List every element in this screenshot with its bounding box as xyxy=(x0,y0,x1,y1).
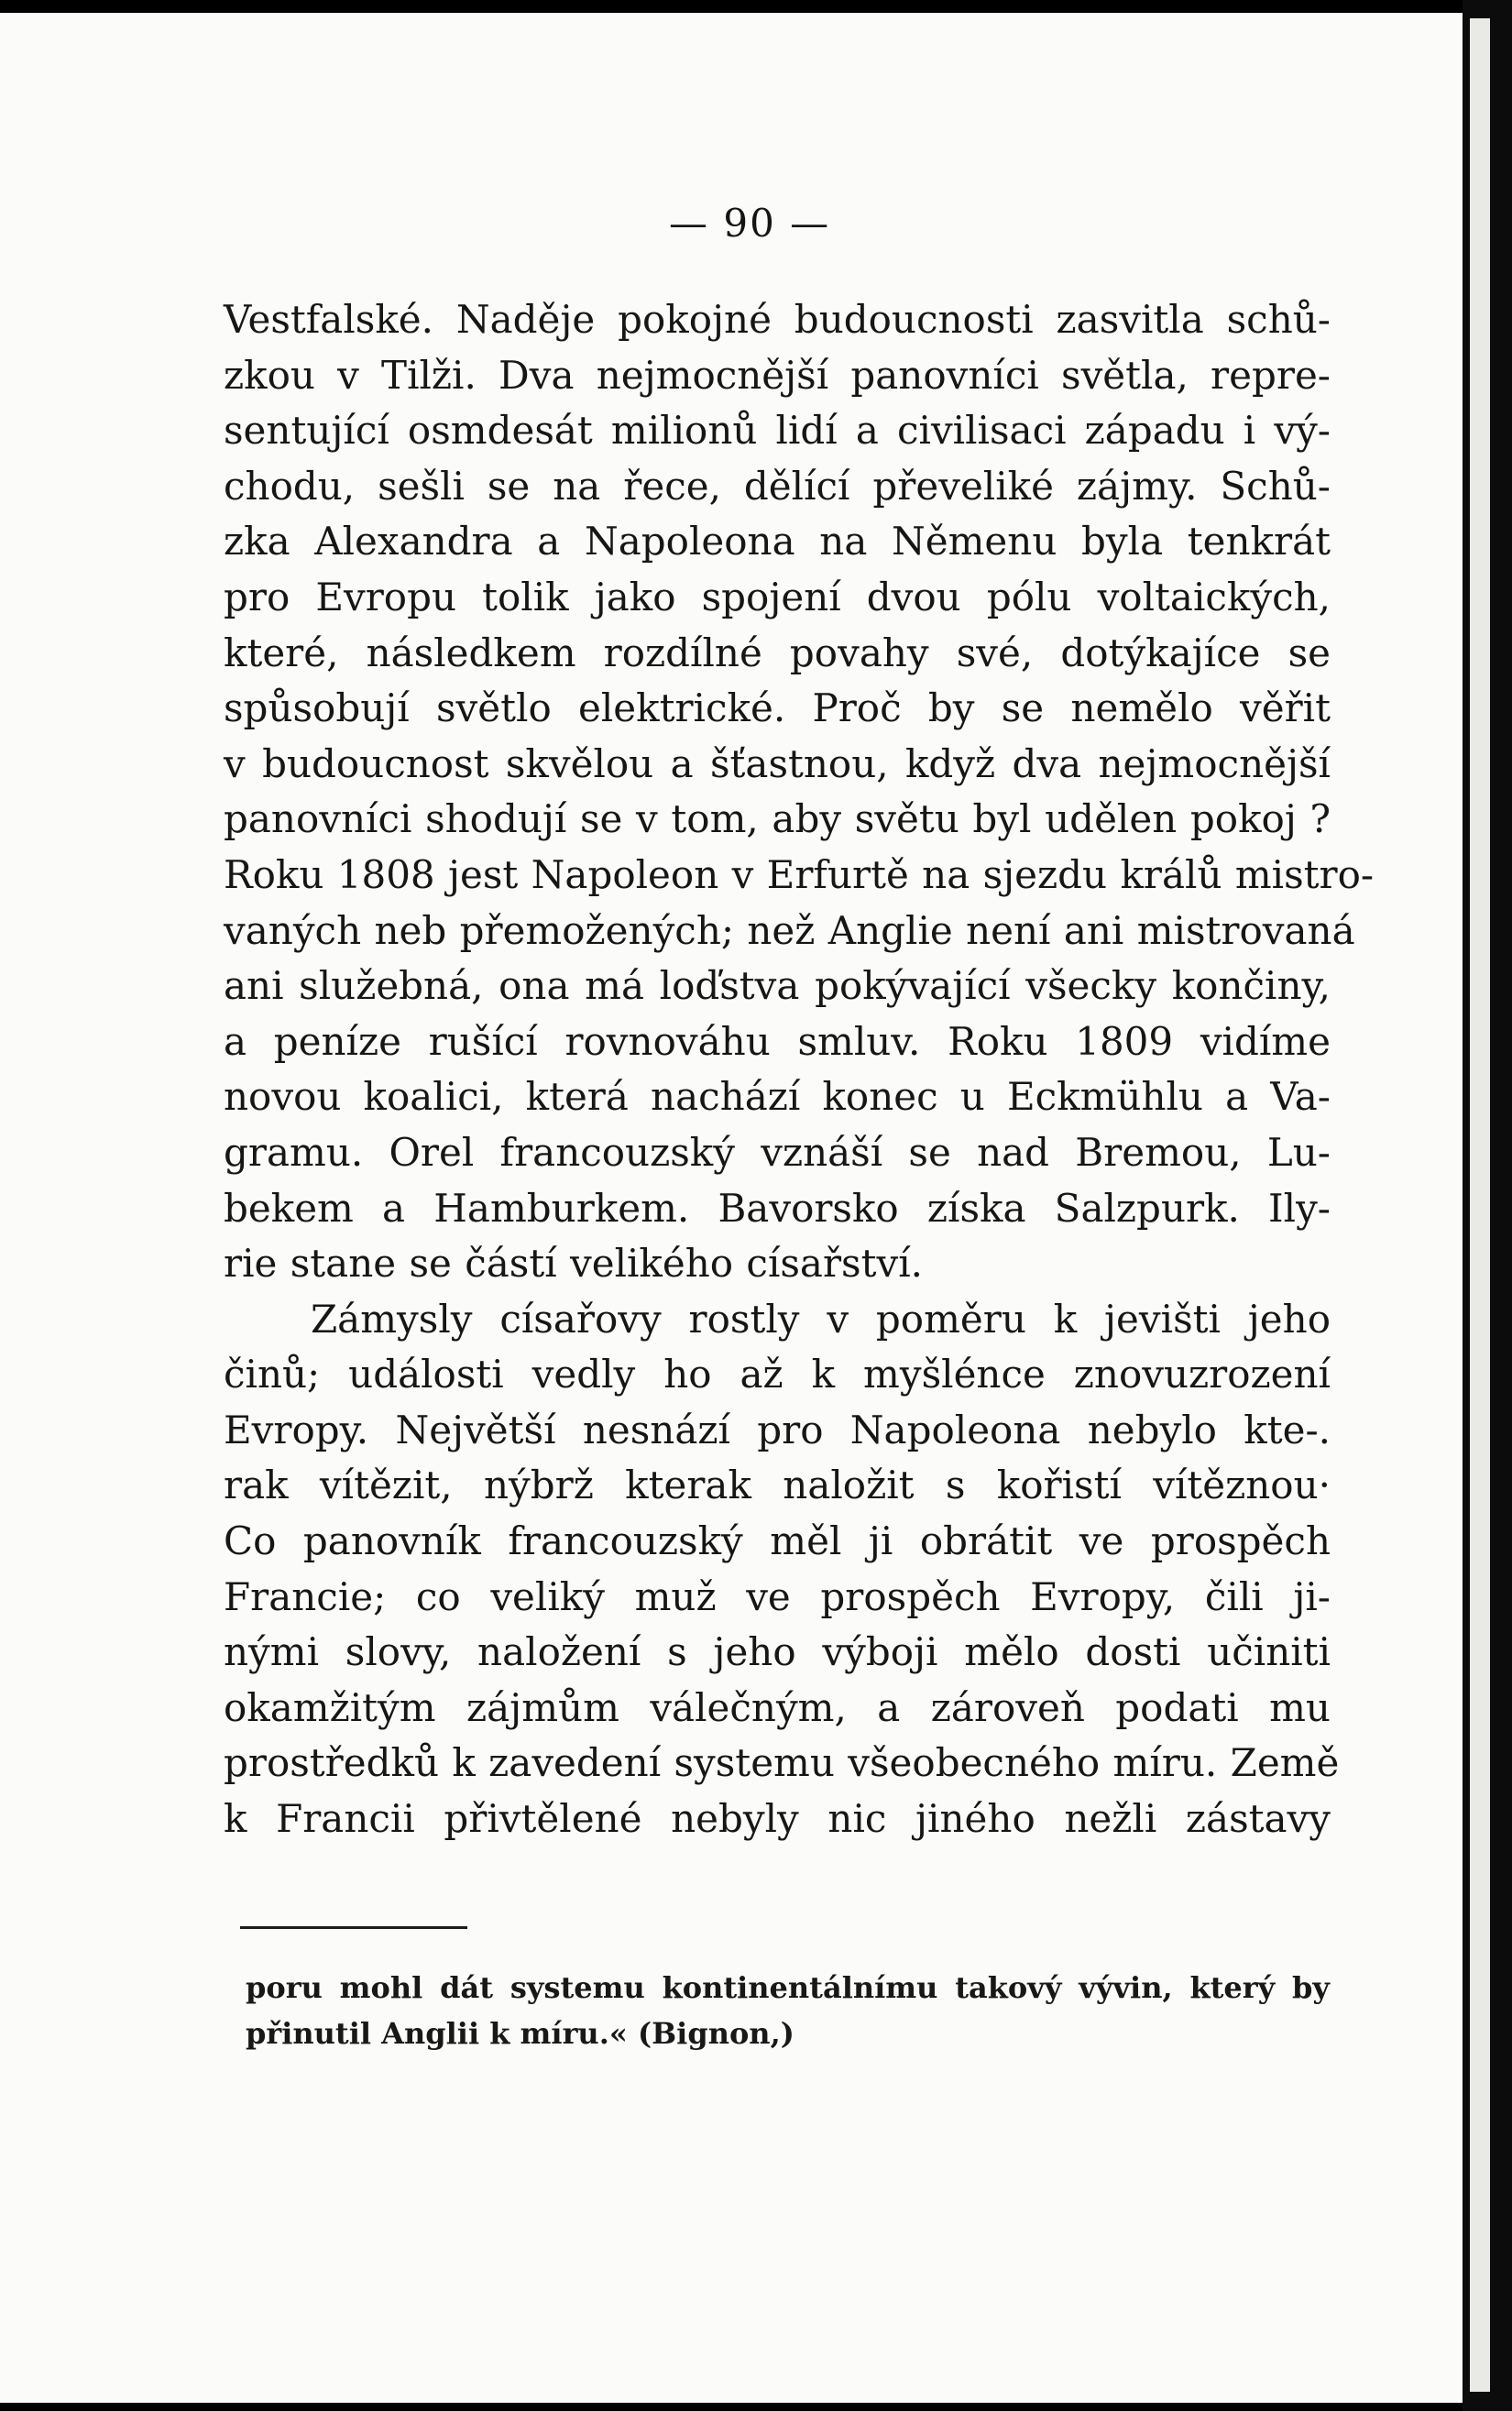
text-line: gramu. Orel francouzský vznáší se nad Bremou, Lu- xyxy=(224,1129,1331,1175)
page-edge-strip xyxy=(1470,18,1490,2392)
body-text xyxy=(224,292,1375,1847)
text-line: sentující osmdesát milionů lidí a civilisaci západu i vý- xyxy=(224,408,1331,454)
text-line: Vestfalské. Naděje pokojné budoucnosti zasvitla schů- xyxy=(224,297,1331,342)
text-line: okamžitým zájmům válečným, a zároveň podati mu xyxy=(224,1684,1331,1730)
paragraph-start-line: Zámysly císařovy rostly v poměru k jevišti jeho xyxy=(311,1296,1331,1342)
text-line: bekem a Hamburkem. Bavorsko získa Salzpurk. Ily- xyxy=(224,1185,1331,1231)
text-line: Evropy. Největší nesnází pro Napoleona nebylo kte-. xyxy=(224,1407,1331,1452)
text-line: Francie; co veliký muž ve prospěch Evropy, čili ji- xyxy=(224,1573,1331,1619)
text-line: které, následkem rozdílné povahy své, dotýkajíce se xyxy=(224,630,1331,675)
page-edge-shadow xyxy=(1463,0,1512,2411)
text-line: prostředků k zavedení systemu všeobecného míru. Země xyxy=(224,1740,1340,1786)
footnote-line: přinutil Anglii k míru.« (Bignon,) xyxy=(246,2016,794,2051)
text-line: Co panovník francouzský měl ji obrátit ve prospěch xyxy=(224,1518,1331,1564)
text-line: pro Evropu tolik jako spojení dvou pólu voltaických, xyxy=(224,574,1331,619)
paragraph-end-line: rie stane se částí velikého císařství. xyxy=(224,1241,923,1287)
text-line: zkou v Tilži. Dva nejmocnější panovníci světla, repre- xyxy=(224,352,1331,398)
page-number: — 90 — xyxy=(669,201,831,246)
text-line: vaných neb přemožených; než Anglie není ani mistrovaná xyxy=(224,907,1355,953)
text-line: nými slovy, naložení s jeho výboji mělo dosti učiniti xyxy=(224,1629,1331,1675)
text-line: rak vítězit, nýbrž kterak naložit s kořistí vítěznou· xyxy=(224,1463,1331,1508)
footnote xyxy=(246,1965,1330,2056)
text-line: činů; události vedly ho až k myšlénce znovuzrození xyxy=(224,1352,1331,1397)
book-page xyxy=(0,13,1463,2403)
text-line: zka Alexandra a Napoleona na Němenu byla tenkrát xyxy=(224,519,1331,564)
footnote-divider xyxy=(240,1926,467,1929)
text-line: chodu, sešli se na řece, dělící převeliké zájmy. Schů- xyxy=(224,463,1331,509)
text-line: ani služebná, ona má loďstva pokývající všecky končiny, xyxy=(224,963,1331,1009)
text-line: a peníze rušící rovnováhu smluv. Roku 1809 vidíme xyxy=(224,1018,1331,1064)
text-line: panovníci shodují se v tom, aby světu byl udělen pokoj ? xyxy=(224,796,1331,842)
footnote-line: poru mohl dát systemu kontinentálnímu takový vývin, který by xyxy=(246,1970,1330,2005)
text-line: Roku 1808 jest Napoleon v Erfurtě na sjezdu králů mistro- xyxy=(224,851,1375,897)
text-line: spůsobují světlo elektrické. Proč by se nemělo věřit xyxy=(224,685,1331,731)
text-line: v budoucnost skvělou a šťastnou, když dva nejmocnější xyxy=(224,740,1331,786)
text-line: k Francii přivtělené nebyly nic jiného nežli zástavy xyxy=(224,1796,1331,1842)
text-line: novou koalici, která nachází konec u Eckmühlu a Va- xyxy=(224,1074,1331,1120)
